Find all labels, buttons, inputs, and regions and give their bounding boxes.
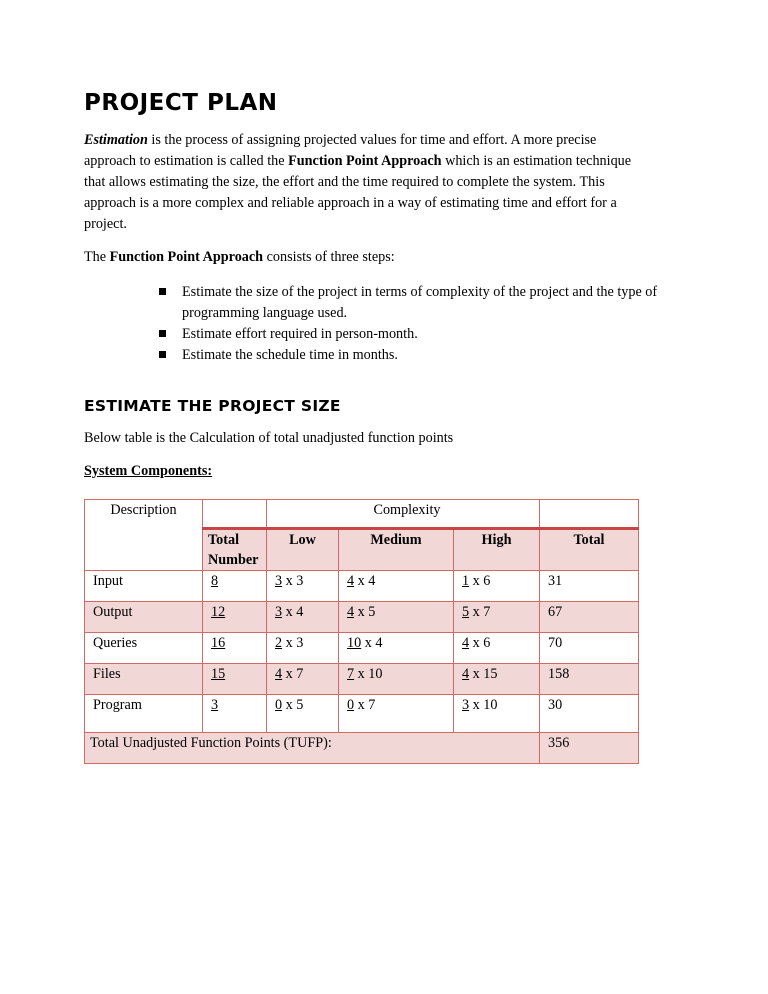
square-bullet-icon	[159, 351, 166, 358]
table-row	[85, 664, 639, 695]
document-page	[84, 88, 684, 482]
high-count: 4	[462, 666, 470, 682]
high-count: 1	[462, 573, 470, 589]
medium-weight: x 4	[361, 635, 383, 651]
low-weight: x 3	[282, 635, 304, 651]
header-description: Description	[85, 500, 203, 571]
medium-count: 4	[347, 573, 355, 589]
fpa-steps-intro	[84, 247, 684, 268]
medium-weight: x 4	[354, 573, 376, 589]
low-count: 3	[275, 573, 283, 589]
low-weight: x 5	[282, 697, 304, 713]
row-count: 3	[211, 697, 219, 713]
tufp-row	[85, 733, 639, 764]
header-low: Low	[267, 529, 339, 571]
header-high: High	[454, 529, 540, 571]
step-text: Estimate the schedule time in months.	[182, 347, 398, 363]
high-count: 3	[462, 697, 470, 713]
step-text: Estimate effort required in person-month.	[182, 326, 418, 342]
row-description: Files	[85, 664, 203, 695]
function-point-table	[84, 499, 639, 764]
table-intro-text: Below table is the Calculation of total unadjusted function points	[84, 430, 454, 446]
high-weight: x 7	[469, 604, 491, 620]
low-weight: x 7	[282, 666, 304, 682]
step-text: Estimate the size of the project in terms of complexity of the project and the type of programming language used.	[182, 284, 658, 321]
header-total-number: Total Number	[203, 529, 267, 571]
row-total: 70	[540, 633, 639, 664]
header-total: Total	[540, 529, 639, 571]
row-description: Queries	[85, 633, 203, 664]
page-title: PROJECT PLAN	[84, 90, 278, 116]
low-count: 4	[275, 666, 283, 682]
row-total: 158	[540, 664, 639, 695]
row-total: 67	[540, 602, 639, 633]
row-count: 8	[211, 573, 219, 589]
header-complexity: Complexity	[267, 500, 540, 529]
intro-text-1: is the process of assigning projected values for time and effort. A more precise approach to estimation is called the	[84, 132, 597, 169]
intro-paragraph	[84, 130, 649, 235]
low-weight: x 3	[282, 573, 304, 589]
row-total: 31	[540, 571, 639, 602]
square-bullet-icon	[159, 288, 166, 295]
row-count: 12	[211, 604, 226, 620]
row-count: 15	[211, 666, 226, 682]
high-count: 5	[462, 604, 470, 620]
row-total: 30	[540, 695, 639, 733]
high-weight: x 6	[469, 573, 491, 589]
medium-weight: x 10	[354, 666, 383, 682]
system-components-label: System Components:	[84, 463, 213, 479]
row-description: Program	[85, 695, 203, 733]
table-row	[85, 571, 639, 602]
table-row	[85, 695, 639, 733]
fpa-term: Function Point Approach	[288, 153, 442, 169]
list-item	[182, 324, 684, 345]
estimation-term: Estimation	[84, 132, 148, 148]
low-count: 0	[275, 697, 283, 713]
medium-count: 7	[347, 666, 355, 682]
row-description: Input	[85, 571, 203, 602]
low-count: 2	[275, 635, 283, 651]
medium-count: 4	[347, 604, 355, 620]
section-heading: ESTIMATE THE PROJECT SIZE	[84, 397, 341, 415]
high-weight: x 15	[469, 666, 498, 682]
tufp-label: Total Unadjusted Function Points (TUFP):	[85, 733, 540, 764]
medium-count: 10	[347, 635, 362, 651]
steps-list	[84, 282, 684, 366]
table-row	[85, 633, 639, 664]
intro-text-2: which is an estimation technique that allows estimating the size, the effort and the time required to complete the system. This approach is a more complex and reliable approach in a way of estimating time and effort for a project.	[84, 153, 632, 232]
row-description: Output	[85, 602, 203, 633]
medium-weight: x 7	[354, 697, 376, 713]
square-bullet-icon	[159, 330, 166, 337]
list-item	[182, 345, 684, 366]
medium-count: 0	[347, 697, 355, 713]
fpa-prefix: The	[84, 249, 110, 265]
fpa-term-2: Function Point Approach	[109, 249, 264, 265]
medium-weight: x 5	[354, 604, 376, 620]
table-row	[85, 602, 639, 633]
header-medium: Medium	[339, 529, 454, 571]
high-count: 4	[462, 635, 470, 651]
low-count: 3	[275, 604, 283, 620]
high-weight: x 6	[469, 635, 491, 651]
row-count: 16	[211, 635, 226, 651]
list-item	[182, 282, 684, 324]
high-weight: x 10	[469, 697, 498, 713]
low-weight: x 4	[282, 604, 304, 620]
fpa-suffix: consists of three steps:	[263, 249, 395, 265]
tufp-value: 356	[540, 733, 639, 764]
